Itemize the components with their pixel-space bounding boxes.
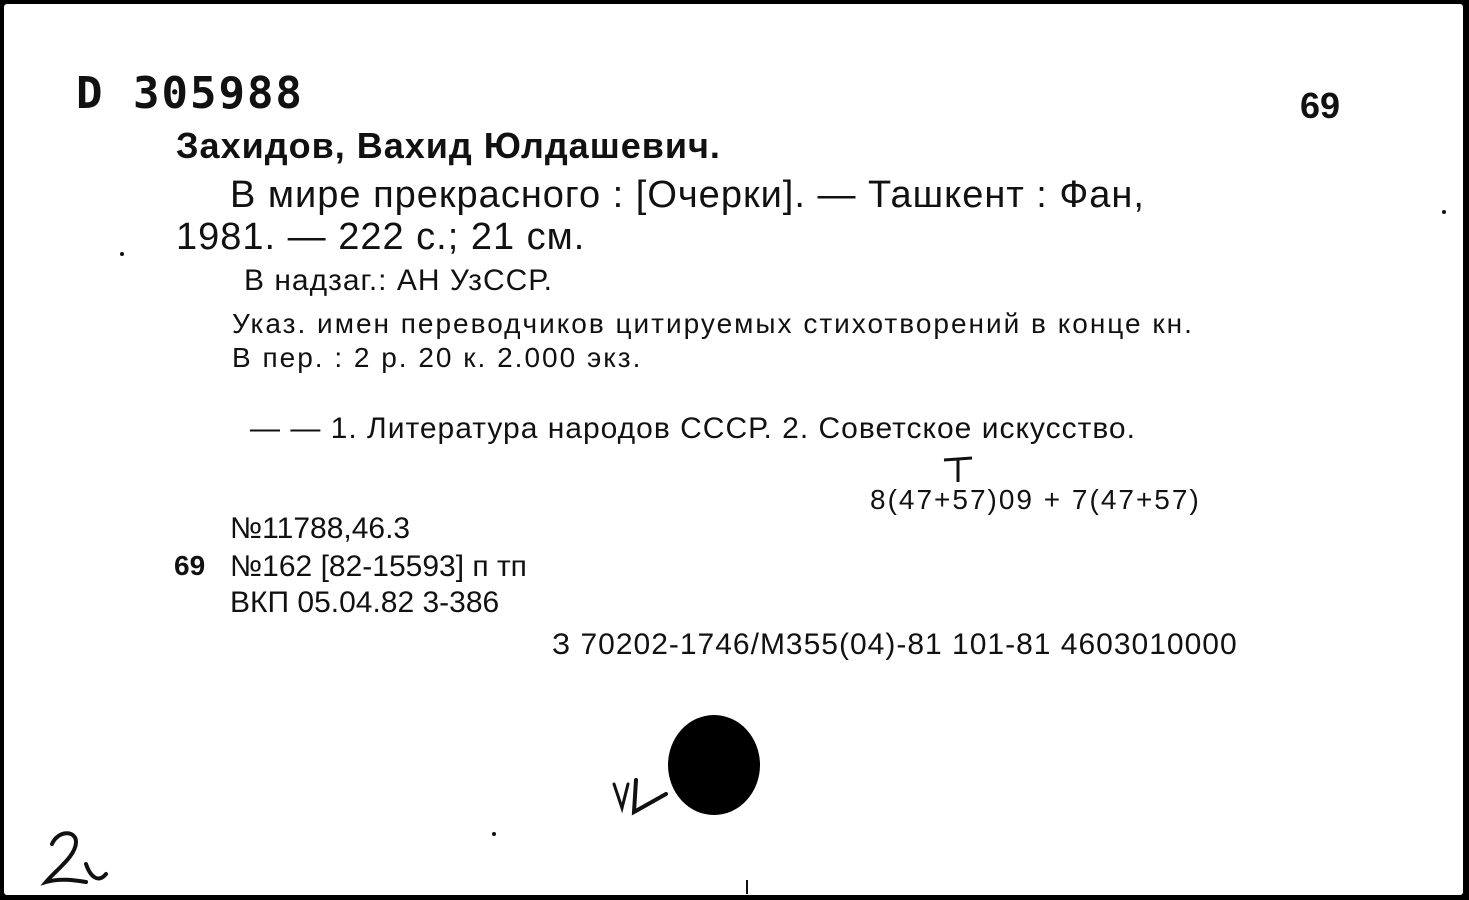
page-number: 69 [1300, 85, 1341, 126]
record-number-1: №11788,46.3 [230, 512, 411, 545]
subject-headings: — — 1. Литература народов СССР. 2. Советское искусство. [250, 412, 1136, 445]
title-line-2: 1981. — 222 с.; 21 см. [176, 216, 586, 258]
card-stamp-id: D 305988 [76, 68, 304, 119]
scan-dot [120, 252, 124, 256]
note-line-2: Указ. имен переводчиков цитируемых стихотворений в конце кн. [232, 308, 1194, 339]
classification-index: 8(47+57)09 + 7(47+57) [870, 484, 1201, 515]
t-mark-icon [940, 454, 976, 484]
record-prefix-69: 69 [174, 550, 206, 581]
record-number-2: №162 [82-15593] п тп [230, 550, 527, 583]
catalog-card [4, 4, 1463, 895]
author-name: Захидов, Вахид Юлдашевич. [176, 125, 721, 166]
vkp-line: ВКП 05.04.82 3-386 [230, 586, 500, 619]
scan-dot [1442, 210, 1446, 214]
handwritten-number-icon [40, 824, 120, 894]
title-line-1: В мире прекрасного : [Очерки]. — Ташкент : Фан, [230, 174, 1145, 216]
punch-hole [668, 715, 760, 815]
catalog-code: З 70202-1746/М355(04)-81 101-81 4603010000 [552, 628, 1238, 661]
note-line-1: В надзаг.: АН УзССР. [244, 264, 553, 297]
scan-dot [492, 832, 496, 836]
scan-mark [746, 880, 748, 894]
note-line-3: В пер. : 2 р. 20 к. 2.000 экз. [232, 342, 643, 373]
handwritten-mark-icon [608, 774, 678, 824]
